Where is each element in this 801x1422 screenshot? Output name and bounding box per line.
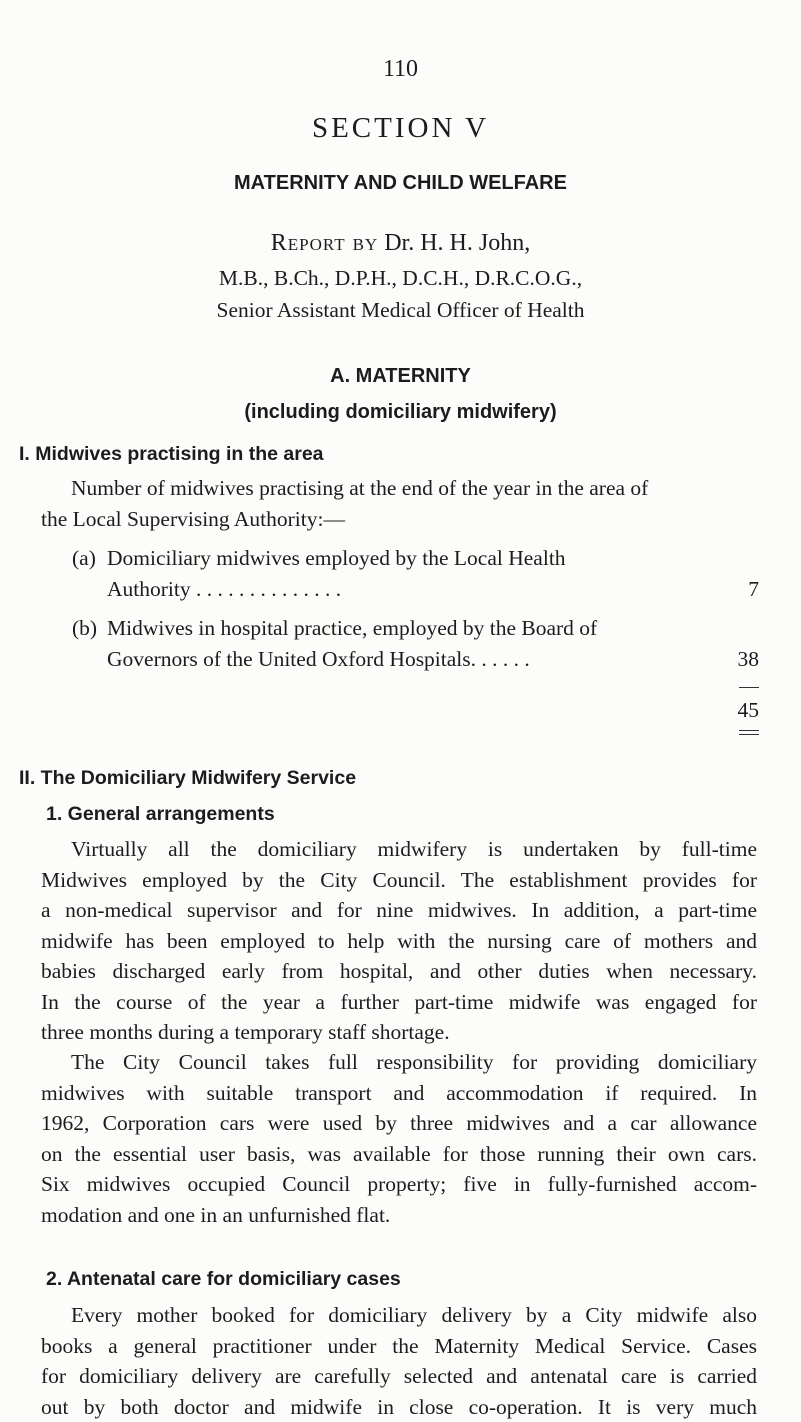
report-position: Senior Assistant Medical Officer of Health [0, 298, 801, 323]
paragraph-antenatal-care [41, 1300, 757, 1422]
double-rule [739, 730, 759, 735]
text-line: Six midwives occupied Council property; five in fully-furnished accom- [41, 1169, 757, 1200]
text-line: three months during a temporary staff shortage. [41, 1017, 757, 1048]
section-1-intro-line-1: Number of midwives practising at the end of the year in the area of [71, 476, 648, 501]
text-line: out by both doctor and midwife in close co-operation. It is very much [41, 1392, 757, 1422]
text-line: Midwives employed by the City Council. The establishment provides for [41, 865, 757, 896]
text-line: books a general practitioner under the Maternity Medical Service. Cases [41, 1331, 757, 1362]
text-line: for domiciliary delivery are carefully selected and antenatal care is carried [41, 1361, 757, 1392]
item-b-label: (b) [72, 616, 97, 641]
item-b-text-line-1: Midwives in hospital practice, employed by the Board of [107, 616, 597, 641]
item-a-text-line-2: Authority . . . . . . . . . . . . . . [107, 577, 341, 602]
section-2-heading: II. The Domiciliary Midwifery Service [19, 767, 356, 790]
text-line: Virtually all the domiciliary midwifery is undertaken by full-time [41, 834, 757, 865]
page-number: 110 [0, 56, 801, 83]
main-title: MATERNITY AND CHILD WELFARE [0, 172, 801, 195]
paragraph-general-arrangements-1 [41, 834, 757, 1048]
item-a-label: (a) [72, 546, 96, 571]
item-a-text-line-1: Domiciliary midwives employed by the Local Health [107, 546, 566, 571]
report-prefix: Report by [271, 230, 378, 256]
text-line: babies discharged early from hospital, and other duties when necessary. [41, 956, 757, 987]
paragraph-general-arrangements-2 [41, 1047, 757, 1230]
part-a-title: A. MATERNITY [0, 365, 801, 388]
item-b-value: 38 [719, 647, 759, 672]
text-line: midwives with suitable transport and accommodation if required. In [41, 1078, 757, 1109]
text-line: The City Council takes full responsibility for providing domiciliary [41, 1047, 757, 1078]
text-line: midwife has been employed to help with the nursing care of mothers and [41, 926, 757, 957]
report-qualifications: M.B., B.Ch., D.P.H., D.C.H., D.R.C.O.G., [0, 266, 801, 291]
text-line: Every mother booked for domiciliary delivery by a City midwife also [41, 1300, 757, 1331]
subsection-2-heading: 2. Antenatal care for domiciliary cases [46, 1268, 401, 1291]
item-a-value: 7 [719, 577, 759, 602]
section-title: SECTION V [0, 112, 801, 145]
report-author: Dr. H. H. John, [384, 230, 530, 256]
text-line: on the essential user basis, was available for those running their own cars. [41, 1139, 757, 1170]
text-line: modation and one in an unfurnished flat. [41, 1200, 757, 1231]
text-line: In the course of the year a further part-time midwife was engaged for [41, 987, 757, 1018]
subsection-1-heading: 1. General arrangements [46, 803, 275, 826]
part-a-subtitle: (including domiciliary midwifery) [0, 401, 801, 424]
text-line: a non-medical supervisor and for nine midwives. In addition, a part-time [41, 895, 757, 926]
text-line: 1962, Corporation cars were used by three midwives and a car allowance [41, 1108, 757, 1139]
item-b-text-line-2: Governors of the United Oxford Hospitals. . . . . . [107, 647, 530, 672]
sum-rule [739, 687, 759, 688]
section-1-intro-line-2: the Local Supervising Authority:— [41, 507, 345, 532]
section-1-heading: I. Midwives practising in the area [19, 443, 324, 466]
report-byline [0, 230, 801, 257]
total-value: 45 [719, 698, 759, 723]
